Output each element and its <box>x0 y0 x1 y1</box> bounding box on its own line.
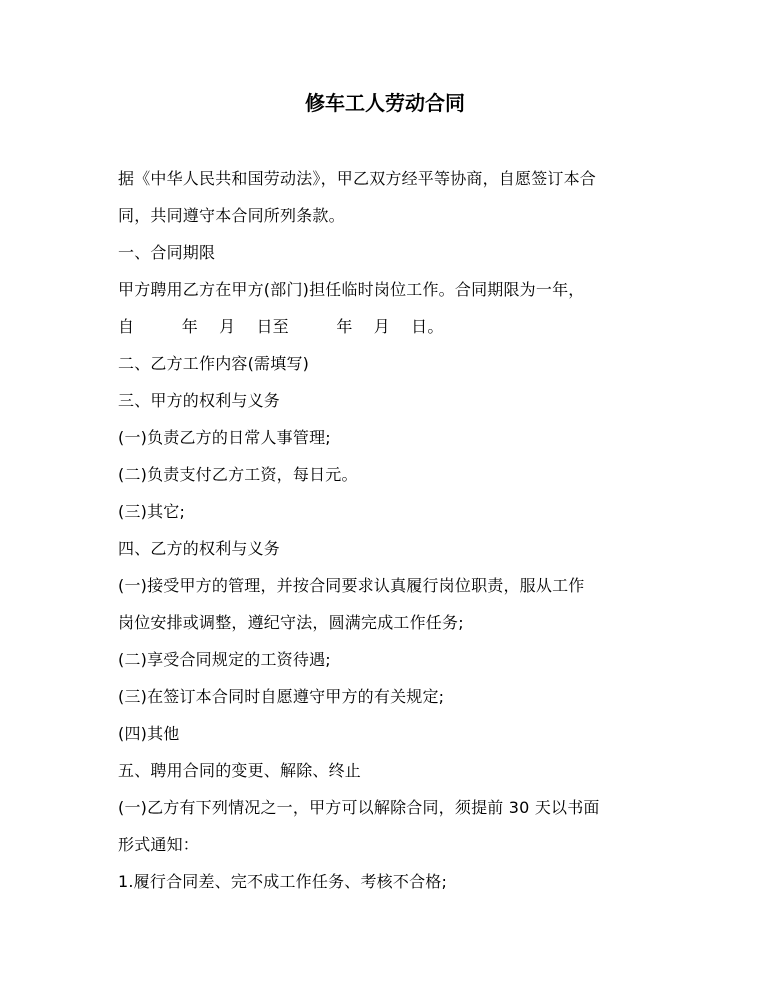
body-line: 据《中华人民共和国劳动法》，甲乙双方经平等协商，自愿签订本合 <box>118 169 597 188</box>
body-line: 岗位安排或调整，遵纪守法，圆满完成工作任务; <box>118 613 464 632</box>
section-heading: 四、乙方的权利与义务 <box>118 539 281 558</box>
list-item: (一)乙方有下列情况之一，甲方可以解除合同，须提前 30 天以书面 <box>118 798 600 817</box>
body-line: 形式通知： <box>118 835 200 854</box>
list-item: (一)负责乙方的日常人事管理; <box>118 428 331 447</box>
list-item: (二)享受合同规定的工资待遇; <box>118 650 331 669</box>
section-heading: 二、乙方工作内容(需填写) <box>118 354 310 373</box>
list-item: (二)负责支付乙方工资，每日元。 <box>118 465 358 484</box>
document-body <box>118 160 658 900</box>
date-range-line: 自 年 月 日至 年 月 日。 <box>118 317 444 336</box>
body-line: 甲方聘用乙方在甲方(部门)担任临时岗位工作。合同期限为一年， <box>118 280 585 299</box>
section-heading: 五、聘用合同的变更、解除、终止 <box>118 761 362 780</box>
list-item: (三)其它; <box>118 502 186 521</box>
body-line: 同，共同遵守本合同所列条款。 <box>118 206 345 225</box>
section-heading: 一、合同期限 <box>118 243 216 262</box>
list-item: (三)在签订本合同时自愿遵守甲方的有关规定; <box>118 687 445 706</box>
list-item: (四)其他 <box>118 724 180 743</box>
section-heading: 三、甲方的权利与义务 <box>118 391 281 410</box>
list-item: (一)接受甲方的管理，并按合同要求认真履行岗位职责，服从工作 <box>118 576 585 595</box>
document-title: 修车工人劳动合同 <box>305 91 465 115</box>
list-item: 1.履行合同差、完不成工作任务、考核不合格; <box>118 872 448 891</box>
